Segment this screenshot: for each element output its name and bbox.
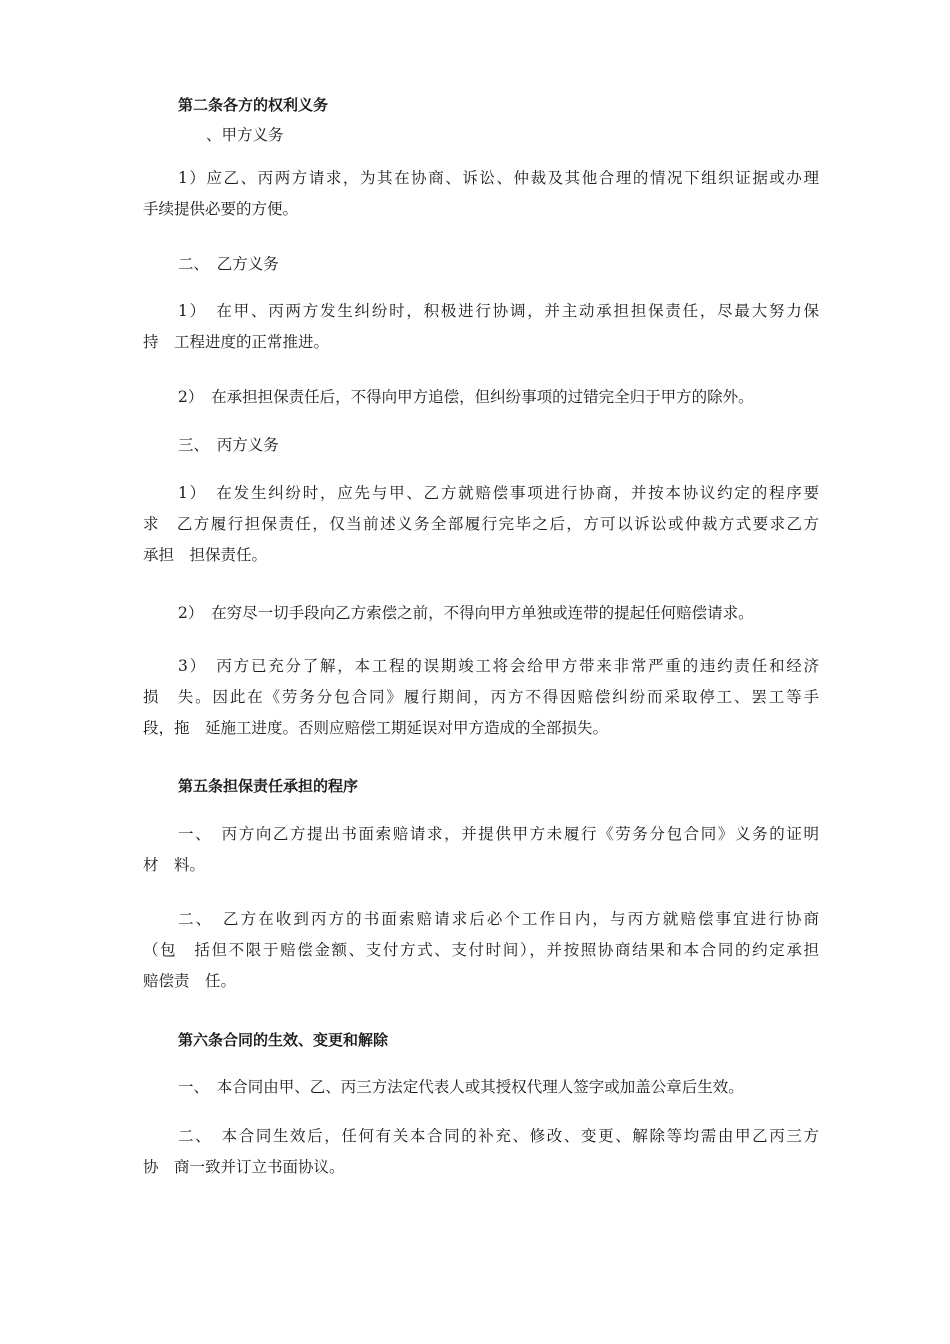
section-heading-article-5 [143, 771, 854, 802]
subheading-text: 三、 丙方义务 [178, 436, 279, 454]
paragraph-line: 二、 本合同生效后，任何有关本合同的补充、修改、变更、解除等均需由甲乙丙三方 [178, 1127, 819, 1145]
paragraph-line: 赔偿责 任。 [143, 972, 237, 990]
paragraph-b2 [143, 382, 854, 413]
subheading-party-c-obligations [143, 430, 854, 461]
paragraph-line: 求 乙方履行担保责任，仅当前述义务全部履行完毕之后，方可以诉讼或仲裁方式要求乙方 [143, 515, 819, 533]
subheading-party-a-obligations [143, 120, 882, 151]
paragraph-c1 [143, 478, 819, 571]
heading-text: 第六条合同的生效、变更和解除 [178, 1031, 389, 1049]
subheading-party-b-obligations [143, 249, 854, 280]
section-heading-article-2 [143, 90, 854, 121]
paragraph-line: 一、 本合同由甲、乙、丙三方法定代表人或其授权代理人签字或加盖公章后生效。 [178, 1078, 744, 1096]
paragraph-line: （包 括但不限于赔偿金额、支付方式、支付时间），并按照协商结果和本合同的约定承担 [143, 941, 819, 959]
paragraph-line: 3） 丙方已充分了解，本工程的误期竣工将会给甲方带来非常严重的违约责任和经济 [178, 657, 819, 675]
paragraph-line: 1） 在发生纠纷时，应先与甲、乙方就赔偿事项进行协商，并按本协议约定的程序要 [178, 484, 819, 502]
paragraph-c2 [143, 598, 854, 629]
paragraph-line: 1） 在甲、丙两方发生纠纷时，积极进行协调，并主动承担担保责任，尽最大努力保 [178, 302, 819, 320]
subheading-text: 二、 乙方义务 [178, 255, 279, 273]
paragraph-line: 手续提供必要的方便。 [143, 200, 299, 218]
paragraph-6-1 [143, 1072, 854, 1103]
paragraph-line: 1）应乙、丙两方请求，为其在协商、诉讼、仲裁及其他合理的情况下组织证据或办理 [178, 169, 819, 187]
paragraph-5-2 [143, 904, 819, 997]
section-heading-article-6 [143, 1025, 854, 1056]
paragraph-line: 材 料。 [143, 856, 206, 874]
paragraph-a1 [143, 163, 819, 225]
paragraph-line: 2） 在穷尽一切手段向乙方索偿之前，不得向甲方单独或连带的提起任何赔偿请求。 [178, 604, 754, 622]
paragraph-line: 二、 乙方在收到丙方的书面索赔请求后必个工作日内，与丙方就赔偿事宜进行协商 [178, 910, 819, 928]
paragraph-line: 一、 丙方向乙方提出书面索赔请求，并提供甲方未履行《劳务分包合同》义务的证明 [178, 825, 819, 843]
paragraph-b1 [143, 296, 819, 358]
paragraph-line: 承担 担保责任。 [143, 546, 268, 564]
paragraph-line: 段，拖 延施工进度。否则应赔偿工期延误对甲方造成的全部损失。 [143, 719, 609, 737]
paragraph-line: 协 商一致并订立书面协议。 [143, 1158, 345, 1176]
paragraph-c3 [143, 651, 819, 744]
heading-text: 第五条担保责任承担的程序 [178, 777, 359, 795]
heading-text: 第二条各方的权利义务 [178, 96, 329, 114]
paragraph-line: 损 失。因此在《劳务分包合同》履行期间，丙方不得因赔偿纠纷而采取停工、罢工等手 [143, 688, 819, 706]
paragraph-5-1 [143, 819, 819, 881]
paragraph-6-2 [143, 1121, 819, 1183]
subheading-text: 、甲方义务 [206, 126, 284, 144]
paragraph-line: 2） 在承担担保责任后，不得向甲方追偿，但纠纷事项的过错完全归于甲方的除外。 [178, 388, 754, 406]
paragraph-line: 持 工程进度的正常推进。 [143, 333, 330, 351]
